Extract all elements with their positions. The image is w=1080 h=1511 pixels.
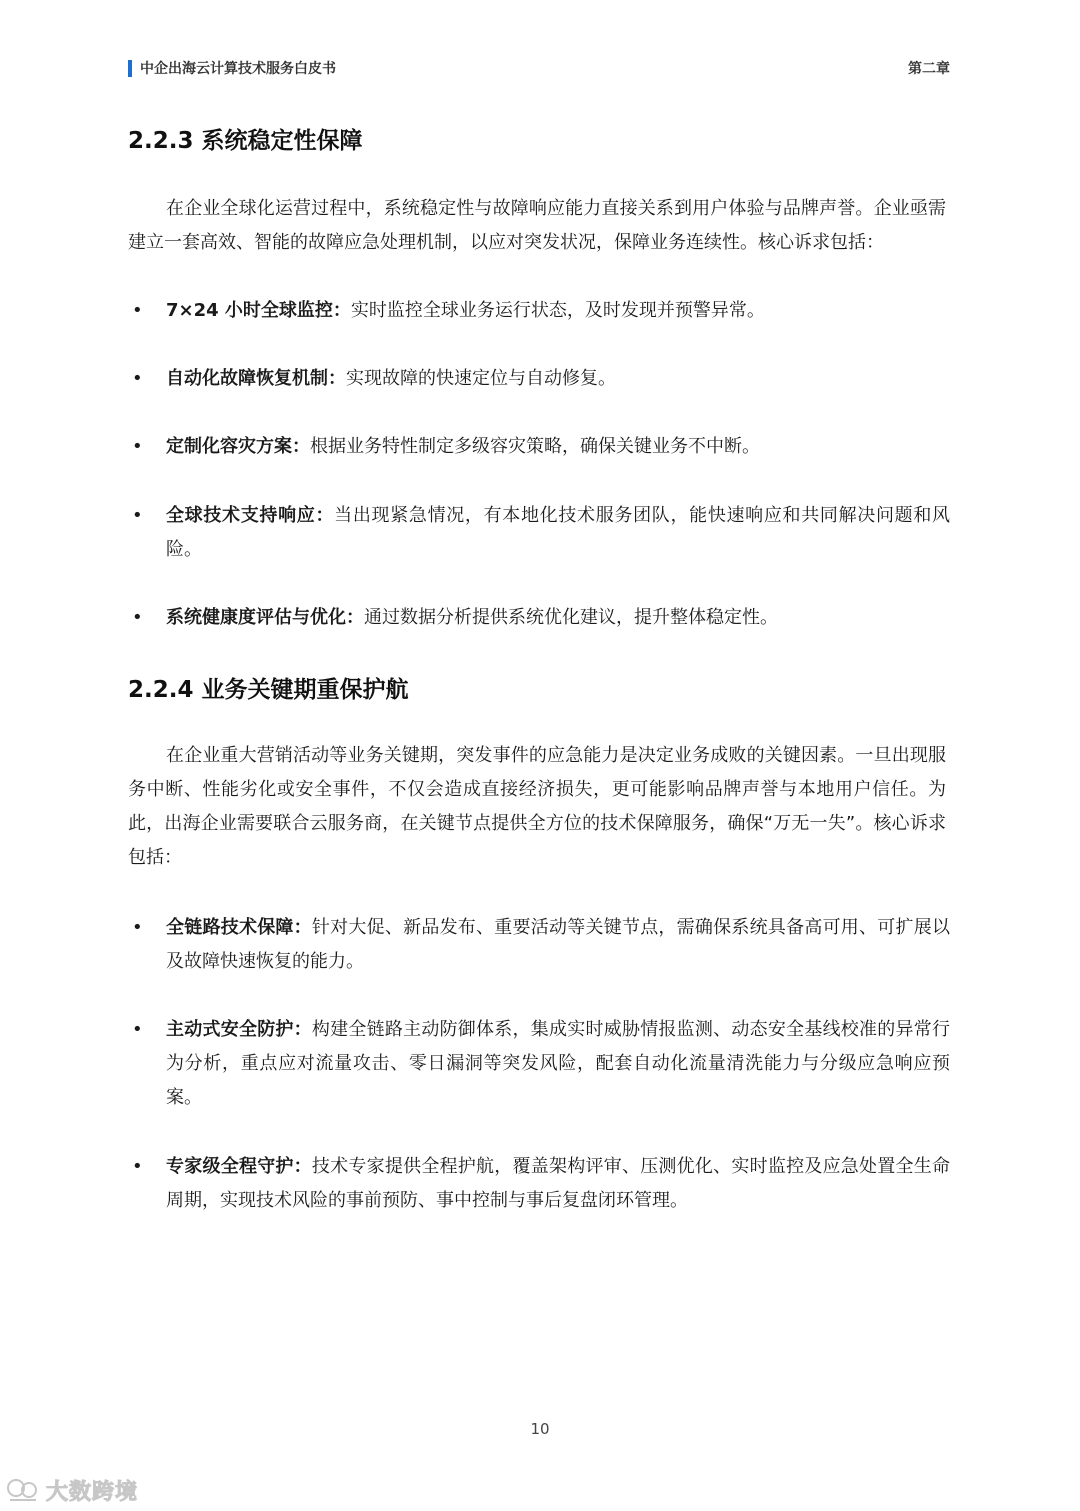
bullet-label: 主动式安全防护： — [166, 1019, 312, 1040]
list-item — [128, 362, 950, 396]
watermark-logo-icon — [6, 1476, 40, 1504]
bullet-icon: • — [132, 368, 143, 389]
bullet-label: 全球技术支持响应： — [166, 505, 335, 526]
bullet-text: 实时监控全球业务运行状态，及时发现并预警异常。 — [350, 300, 765, 321]
page-number: 10 — [530, 1420, 550, 1438]
section-intro-2-2-4: 在企业重大营销活动等业务关键期，突发事件的应急能力是决定业务成败的关键因素。一旦出现服务中断、性能劣化或安全事件，不仅会造成直接经济损失，更可能影响品牌声誉与本地用户信任。为此，出海企业需要联合云服务商，在关键节点提供全方位的技术保障服务，确保“万无一失”。核心诉求包括： — [128, 745, 946, 868]
chapter-label: 第二章 — [908, 61, 950, 77]
bullet-icon: • — [132, 1019, 143, 1040]
watermark — [6, 1472, 138, 1508]
list-item — [128, 294, 950, 328]
list-item — [128, 601, 950, 635]
bullet-icon: • — [132, 917, 143, 938]
section-intro-2-2-3: 在企业全球化运营过程中，系统稳定性与故障响应能力直接关系到用户体验与品牌声誉。企业亟需建立一套高效、智能的故障应急处理机制，以应对突发状况，保障业务连续性。核心诉求包括： — [128, 198, 946, 253]
bullet-icon: • — [132, 607, 143, 628]
bullet-label: 系统健康度评估与优化： — [166, 607, 364, 628]
bullet-label: 7×24 小时全球监控： — [166, 300, 351, 321]
bullet-text: 实现故障的快速定位与自动修复。 — [346, 368, 616, 389]
list-item — [128, 1013, 950, 1115]
list-item — [128, 499, 950, 567]
bullet-label: 自动化故障恢复机制： — [166, 368, 346, 389]
page-header — [128, 58, 950, 80]
bullet-label: 专家级全程守护： — [166, 1156, 312, 1177]
document-title: 中企出海云计算技术服务白皮书 — [140, 61, 336, 77]
bullet-icon: • — [132, 505, 143, 526]
header-accent-bar — [128, 60, 132, 77]
list-item — [128, 1150, 950, 1218]
list-item — [128, 430, 950, 464]
bullet-text: 当出现紧急情况，有本地化技术服务团队，能快速响应和共同解决问题和风险。 — [166, 505, 951, 560]
bullet-icon: • — [132, 436, 143, 457]
bullet-icon: • — [132, 300, 143, 321]
bullet-label: 全链路技术保障： — [166, 917, 312, 938]
bullet-text: 根据业务特性制定多级容灾策略，确保关键业务不中断。 — [310, 436, 760, 457]
bullet-text: 通过数据分析提供系统优化建议，提升整体稳定性。 — [364, 607, 778, 628]
section-heading-2-2-3: 2.2.3 系统稳定性保障 — [128, 128, 363, 154]
watermark-text: 大数跨境 — [46, 1479, 139, 1505]
section-heading-2-2-4: 2.2.4 业务关键期重保护航 — [128, 677, 409, 703]
bullet-text: 构建全链路主动防御体系，集成实时威胁情报监测、动态安全基线校准的异常行为分析，重点应对流量攻击、零日漏洞等突发风险，配套自动化流量清洗能力与分级应急响应预案。 — [166, 1019, 950, 1108]
bullet-text: 针对大促、新品发布、重要活动等关键节点，需确保系统具备高可用、可扩展以及故障快速恢复的能力。 — [166, 917, 950, 972]
bullet-label: 定制化容灾方案： — [166, 436, 310, 457]
bullet-text: 技术专家提供全程护航，覆盖架构评审、压测优化、实时监控及应急处置全生命周期，实现技术风险的事前预防、事中控制与事后复盘闭环管理。 — [166, 1156, 950, 1211]
list-item — [128, 911, 950, 979]
bullet-icon: • — [132, 1156, 143, 1177]
